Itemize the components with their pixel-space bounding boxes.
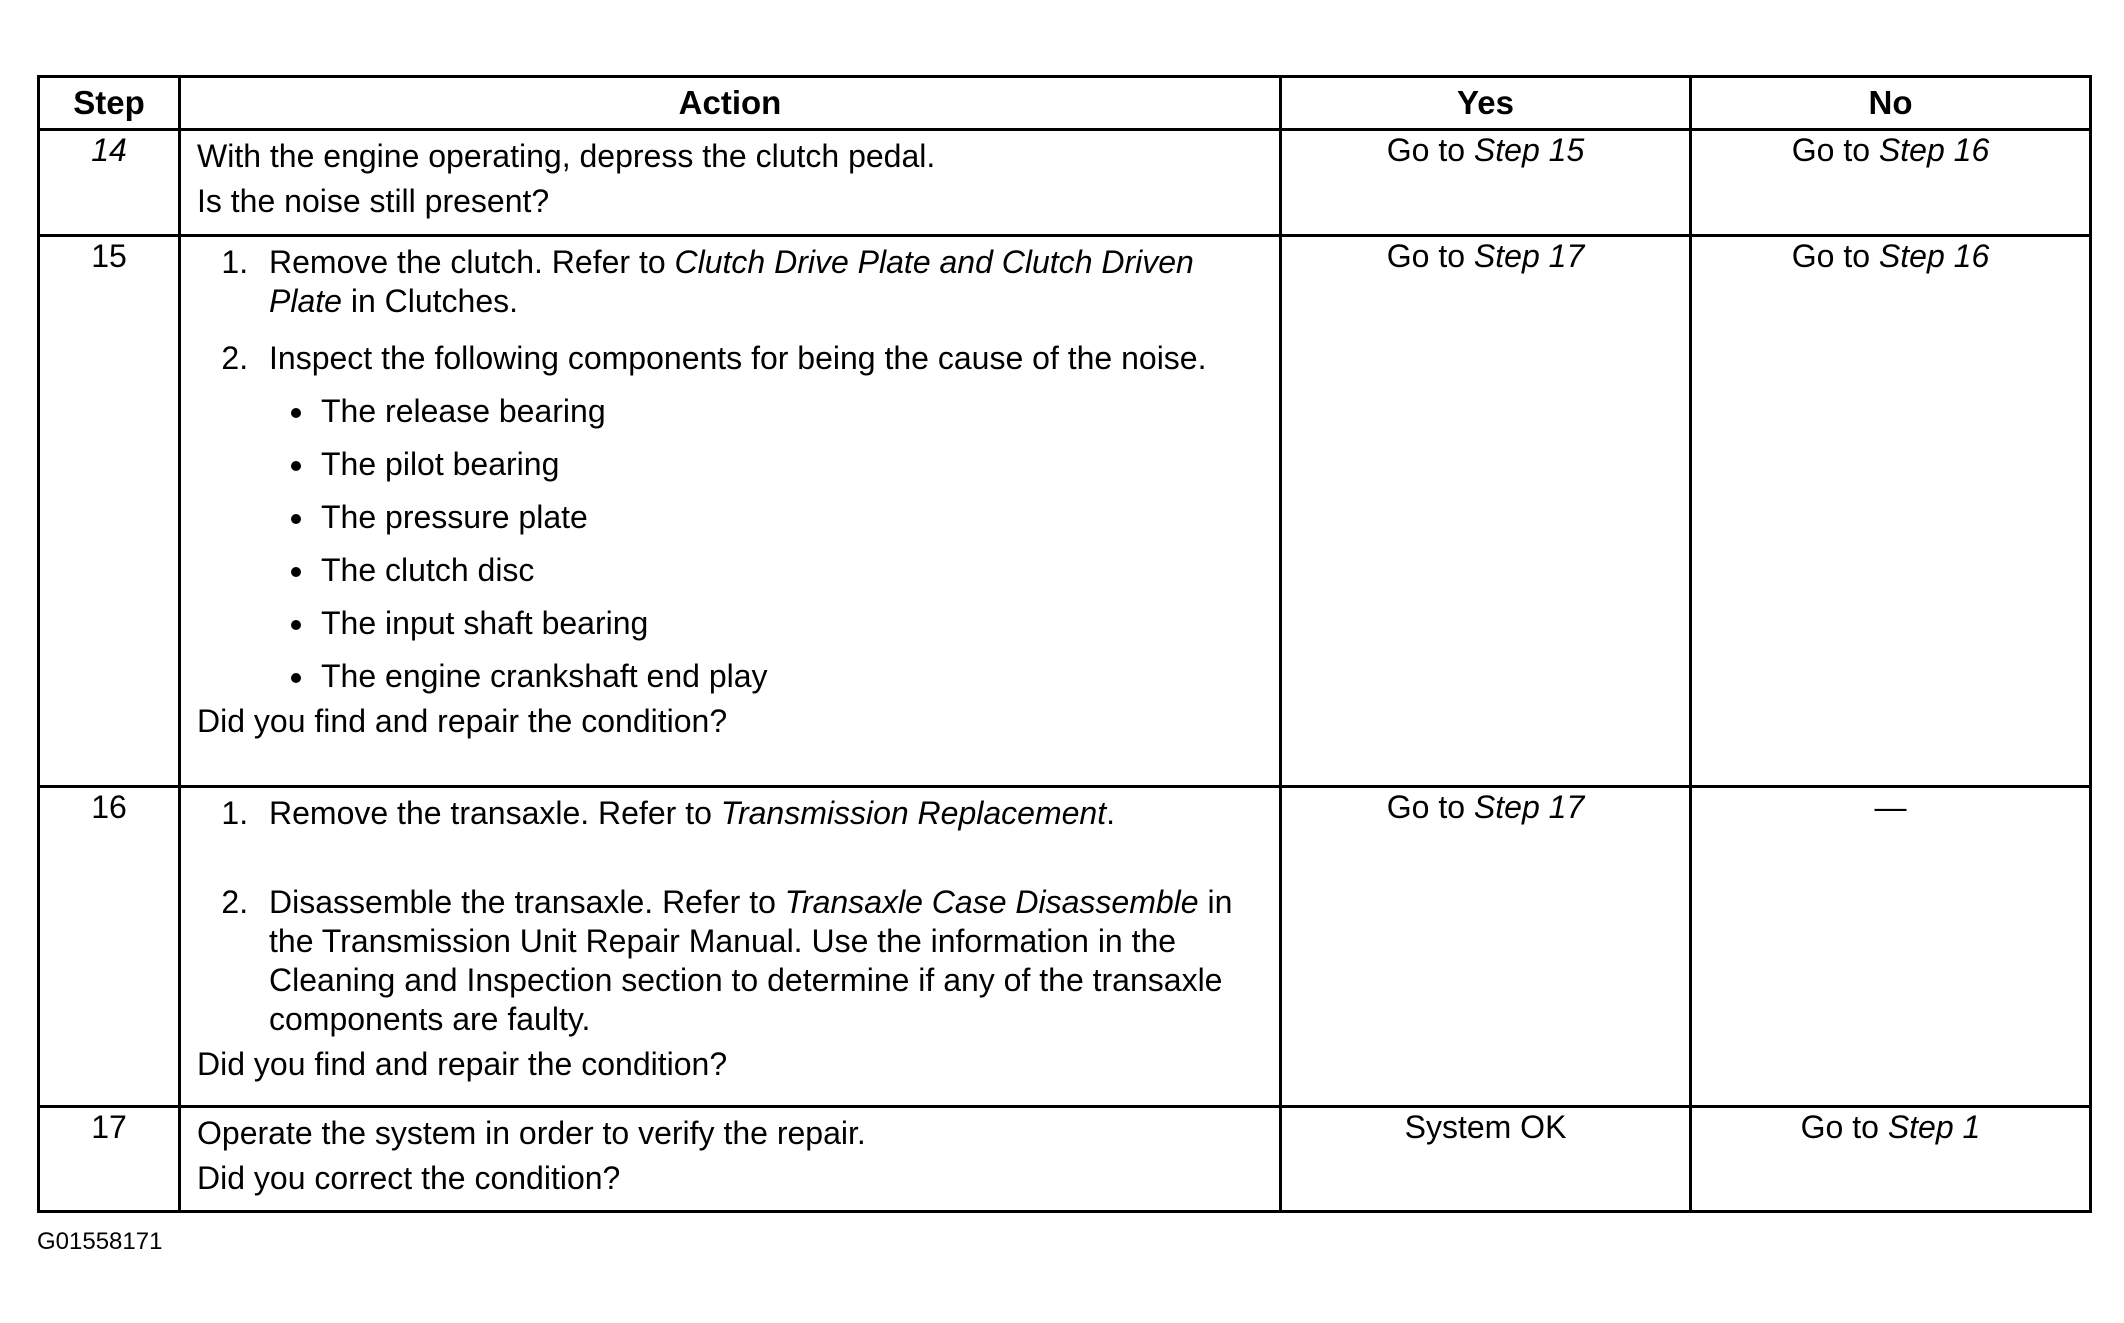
table-row (39, 236, 2091, 787)
list-item: • The clutch disc (317, 551, 1263, 590)
reference-link: Transaxle Case Disassemble (784, 884, 1199, 921)
step-number: 17 (39, 1107, 180, 1212)
list-item: 2. Disassemble the transaxle. Refer to Transaxle Case Disassemble in the Transmission Unit Repair Manual. Use the information in the Cleaning and Inspection section to determine if any of the transaxle components are faulty. (257, 883, 1263, 1039)
action-cell (180, 130, 1281, 236)
figure-id: G01558171 (37, 1228, 163, 1255)
header-action: Action (180, 77, 1281, 130)
header-step: Step (39, 77, 180, 130)
question-text: Is the noise still present? (197, 183, 550, 220)
no-step-link: Step 16 (1878, 238, 1990, 274)
list-item: • The engine crankshaft end play (317, 657, 1263, 696)
yes-prefix: Go to (1386, 789, 1474, 825)
list-item: • The release bearing (317, 392, 1263, 431)
yes-step-link: Step 17 (1473, 789, 1585, 825)
question-text: Did you correct the condition? (197, 1160, 621, 1197)
list-item: • The input shaft bearing (317, 604, 1263, 643)
question-text: Did you find and repair the condition? (197, 1046, 728, 1083)
action-steps-list (197, 243, 1263, 696)
yes-cell (1281, 787, 1691, 1107)
header-no: No (1691, 77, 2091, 130)
yes-cell (1281, 236, 1691, 787)
no-cell (1691, 787, 2091, 1107)
no-step-link: Step 16 (1878, 132, 1990, 168)
action-cell (180, 787, 1281, 1107)
yes-prefix: Go to (1386, 132, 1474, 168)
no-cell (1691, 1107, 2091, 1212)
yes-step-link: Step 15 (1473, 132, 1585, 168)
diagnostic-table (37, 75, 2092, 1213)
action-cell (180, 236, 1281, 787)
yes-cell (1281, 130, 1691, 236)
no-prefix: Go to (1791, 132, 1879, 168)
reference-link: Transmission Replacement (720, 795, 1107, 831)
step-number: 14 (39, 130, 180, 236)
list-item: 1. Remove the transaxle. Refer to Transmission Replacement. (257, 794, 1263, 833)
action-text: With the engine operating, depress the clutch pedal. (197, 138, 936, 174)
header-yes: Yes (1281, 77, 1691, 130)
table-row (39, 787, 2091, 1107)
action-cell (180, 1107, 1281, 1212)
step-number: 16 (39, 787, 180, 1107)
list-item: 2. Inspect the following components for being the cause of the noise. • The release bearing • The pilot bearing • The pressure plate • The clutch disc • The input shaft bearing • The engine crankshaft end play (257, 339, 1263, 696)
reference-link: Clutch Drive Plate and Clutch Driven Plate (269, 244, 1194, 320)
question-text: Did you find and repair the condition? (197, 703, 728, 740)
yes-step-link: Step 17 (1473, 238, 1585, 274)
yes-result: System OK (1404, 1109, 1567, 1145)
table-row (39, 130, 2091, 236)
no-step-link: Step 1 (1887, 1109, 1981, 1145)
no-cell (1691, 130, 2091, 236)
action-steps-list (197, 794, 1263, 1039)
list-item: 1. Remove the clutch. Refer to Clutch Drive Plate and Clutch Driven Plate in Clutches. (257, 243, 1263, 321)
header-row (39, 77, 2091, 130)
no-prefix: Go to (1800, 1109, 1888, 1145)
list-item: • The pilot bearing (317, 445, 1263, 484)
list-item: • The pressure plate (317, 498, 1263, 537)
yes-cell (1281, 1107, 1691, 1212)
step-number: 15 (39, 236, 180, 787)
components-list (269, 392, 1263, 696)
no-cell (1691, 236, 2091, 787)
action-text: Operate the system in order to verify the repair. (197, 1115, 866, 1151)
no-dash: — (1874, 789, 1907, 825)
yes-prefix: Go to (1386, 238, 1474, 274)
no-prefix: Go to (1791, 238, 1879, 274)
table-row (39, 1107, 2091, 1212)
